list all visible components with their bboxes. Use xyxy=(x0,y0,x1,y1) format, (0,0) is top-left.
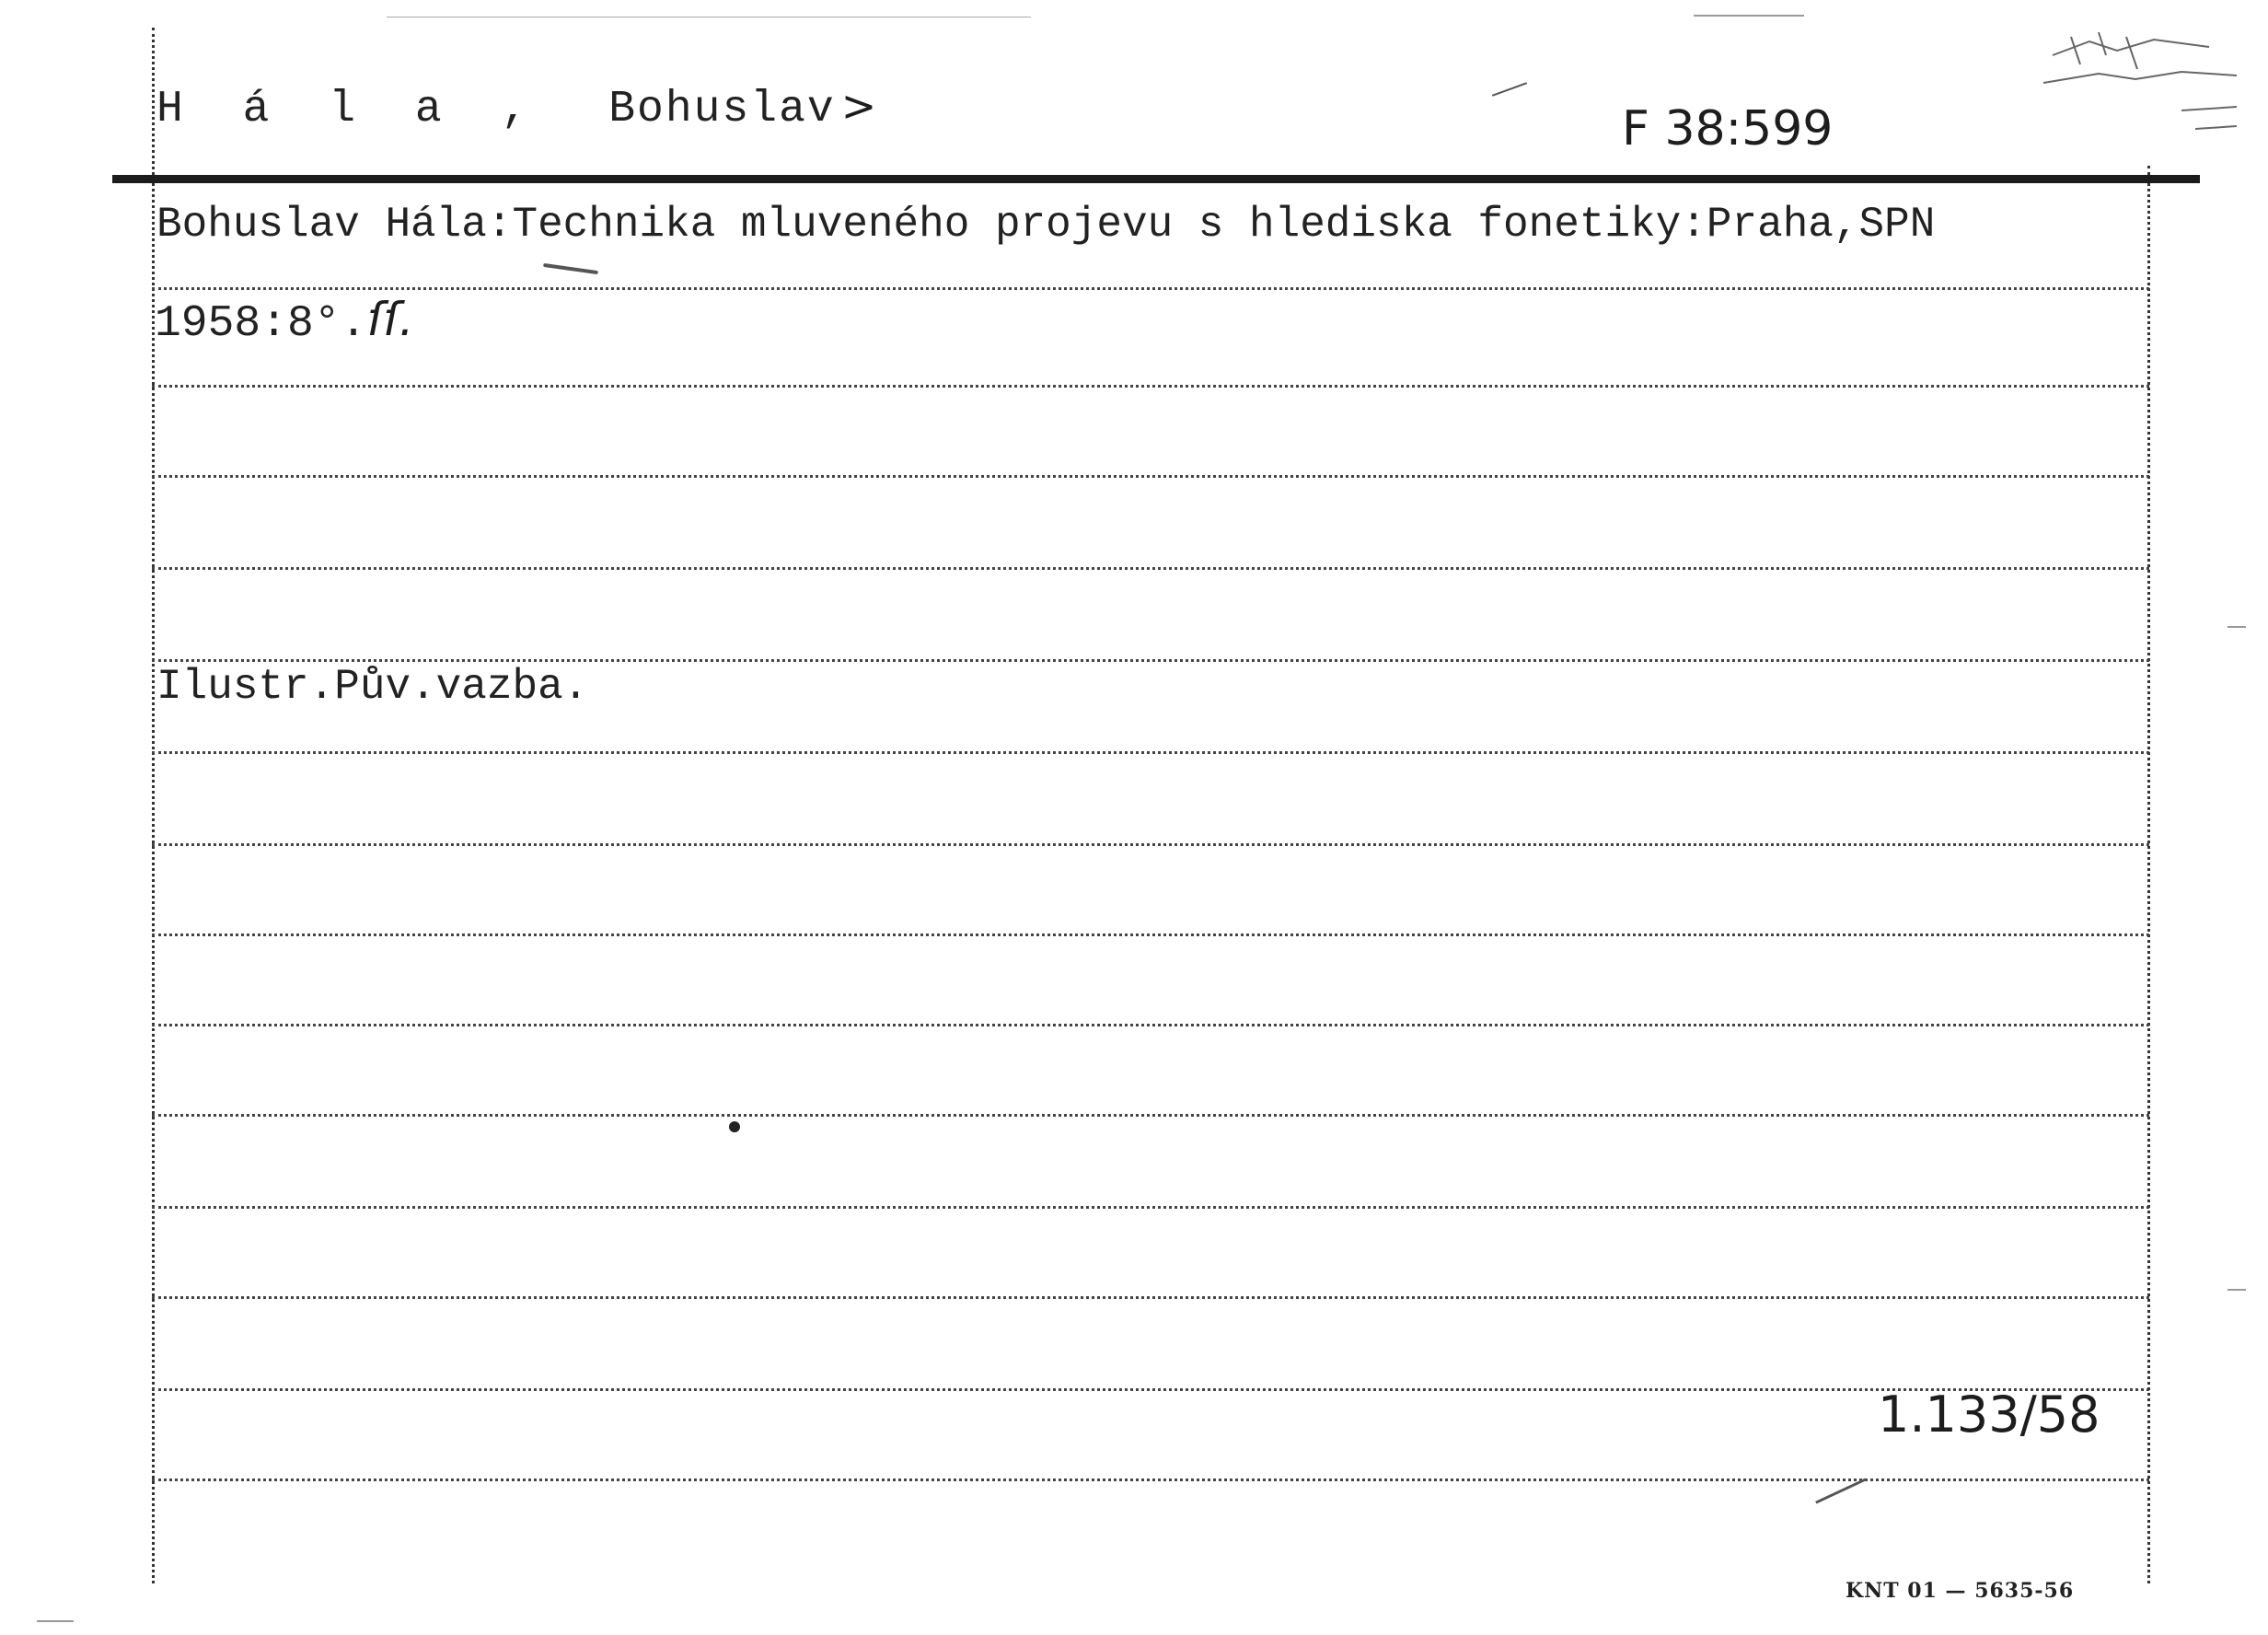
ruled-line xyxy=(152,933,2149,936)
ruled-line xyxy=(152,385,2149,388)
card-print-code: KNT 01 — 5635-56 xyxy=(1846,1579,2075,1603)
ruled-line xyxy=(152,567,2149,570)
speck xyxy=(1815,1478,1867,1503)
ruled-line xyxy=(152,1388,2149,1391)
date-text: 1958:8°. xyxy=(155,299,367,349)
ink-spot xyxy=(729,1121,740,1132)
speck xyxy=(2228,1289,2246,1291)
bibliographic-entry: Bohuslav Hála:Technika mluveného projevu s hlediska fonetiky:Praha,SPN xyxy=(156,201,1936,249)
ruled-line xyxy=(152,1478,2149,1481)
ruled-line xyxy=(152,287,2149,290)
handwritten-pages-mark: ſſ. xyxy=(366,293,414,346)
speck xyxy=(37,1620,74,1622)
ruled-line xyxy=(152,1296,2149,1299)
accession-number: 1.133/58 xyxy=(1878,1386,2100,1444)
right-margin-rule xyxy=(2147,166,2150,1583)
stamp-smudge xyxy=(2034,18,2246,147)
ruled-line xyxy=(152,751,2149,754)
ruled-line xyxy=(152,1024,2149,1026)
ruled-line xyxy=(152,1206,2149,1209)
ruled-line xyxy=(152,1114,2149,1117)
ruled-line xyxy=(152,475,2149,478)
speck xyxy=(1492,82,1527,97)
publication-date xyxy=(155,293,414,349)
heading-separator xyxy=(112,175,2200,183)
left-margin-rule xyxy=(152,28,155,1583)
ruled-line xyxy=(152,659,2149,662)
shelf-signature: F 38:599 xyxy=(1622,101,1834,157)
speck xyxy=(543,263,598,274)
author-surname: H á l a , xyxy=(156,85,545,134)
given-name-mark: > xyxy=(840,81,879,131)
ruled-line xyxy=(152,843,2149,846)
speck xyxy=(1694,15,1804,17)
author-heading xyxy=(156,81,878,134)
speck xyxy=(2228,626,2246,628)
author-given-name: Bohuslav xyxy=(608,85,836,134)
physical-description-note: Ilustr.Pův.vazba. xyxy=(156,663,589,711)
